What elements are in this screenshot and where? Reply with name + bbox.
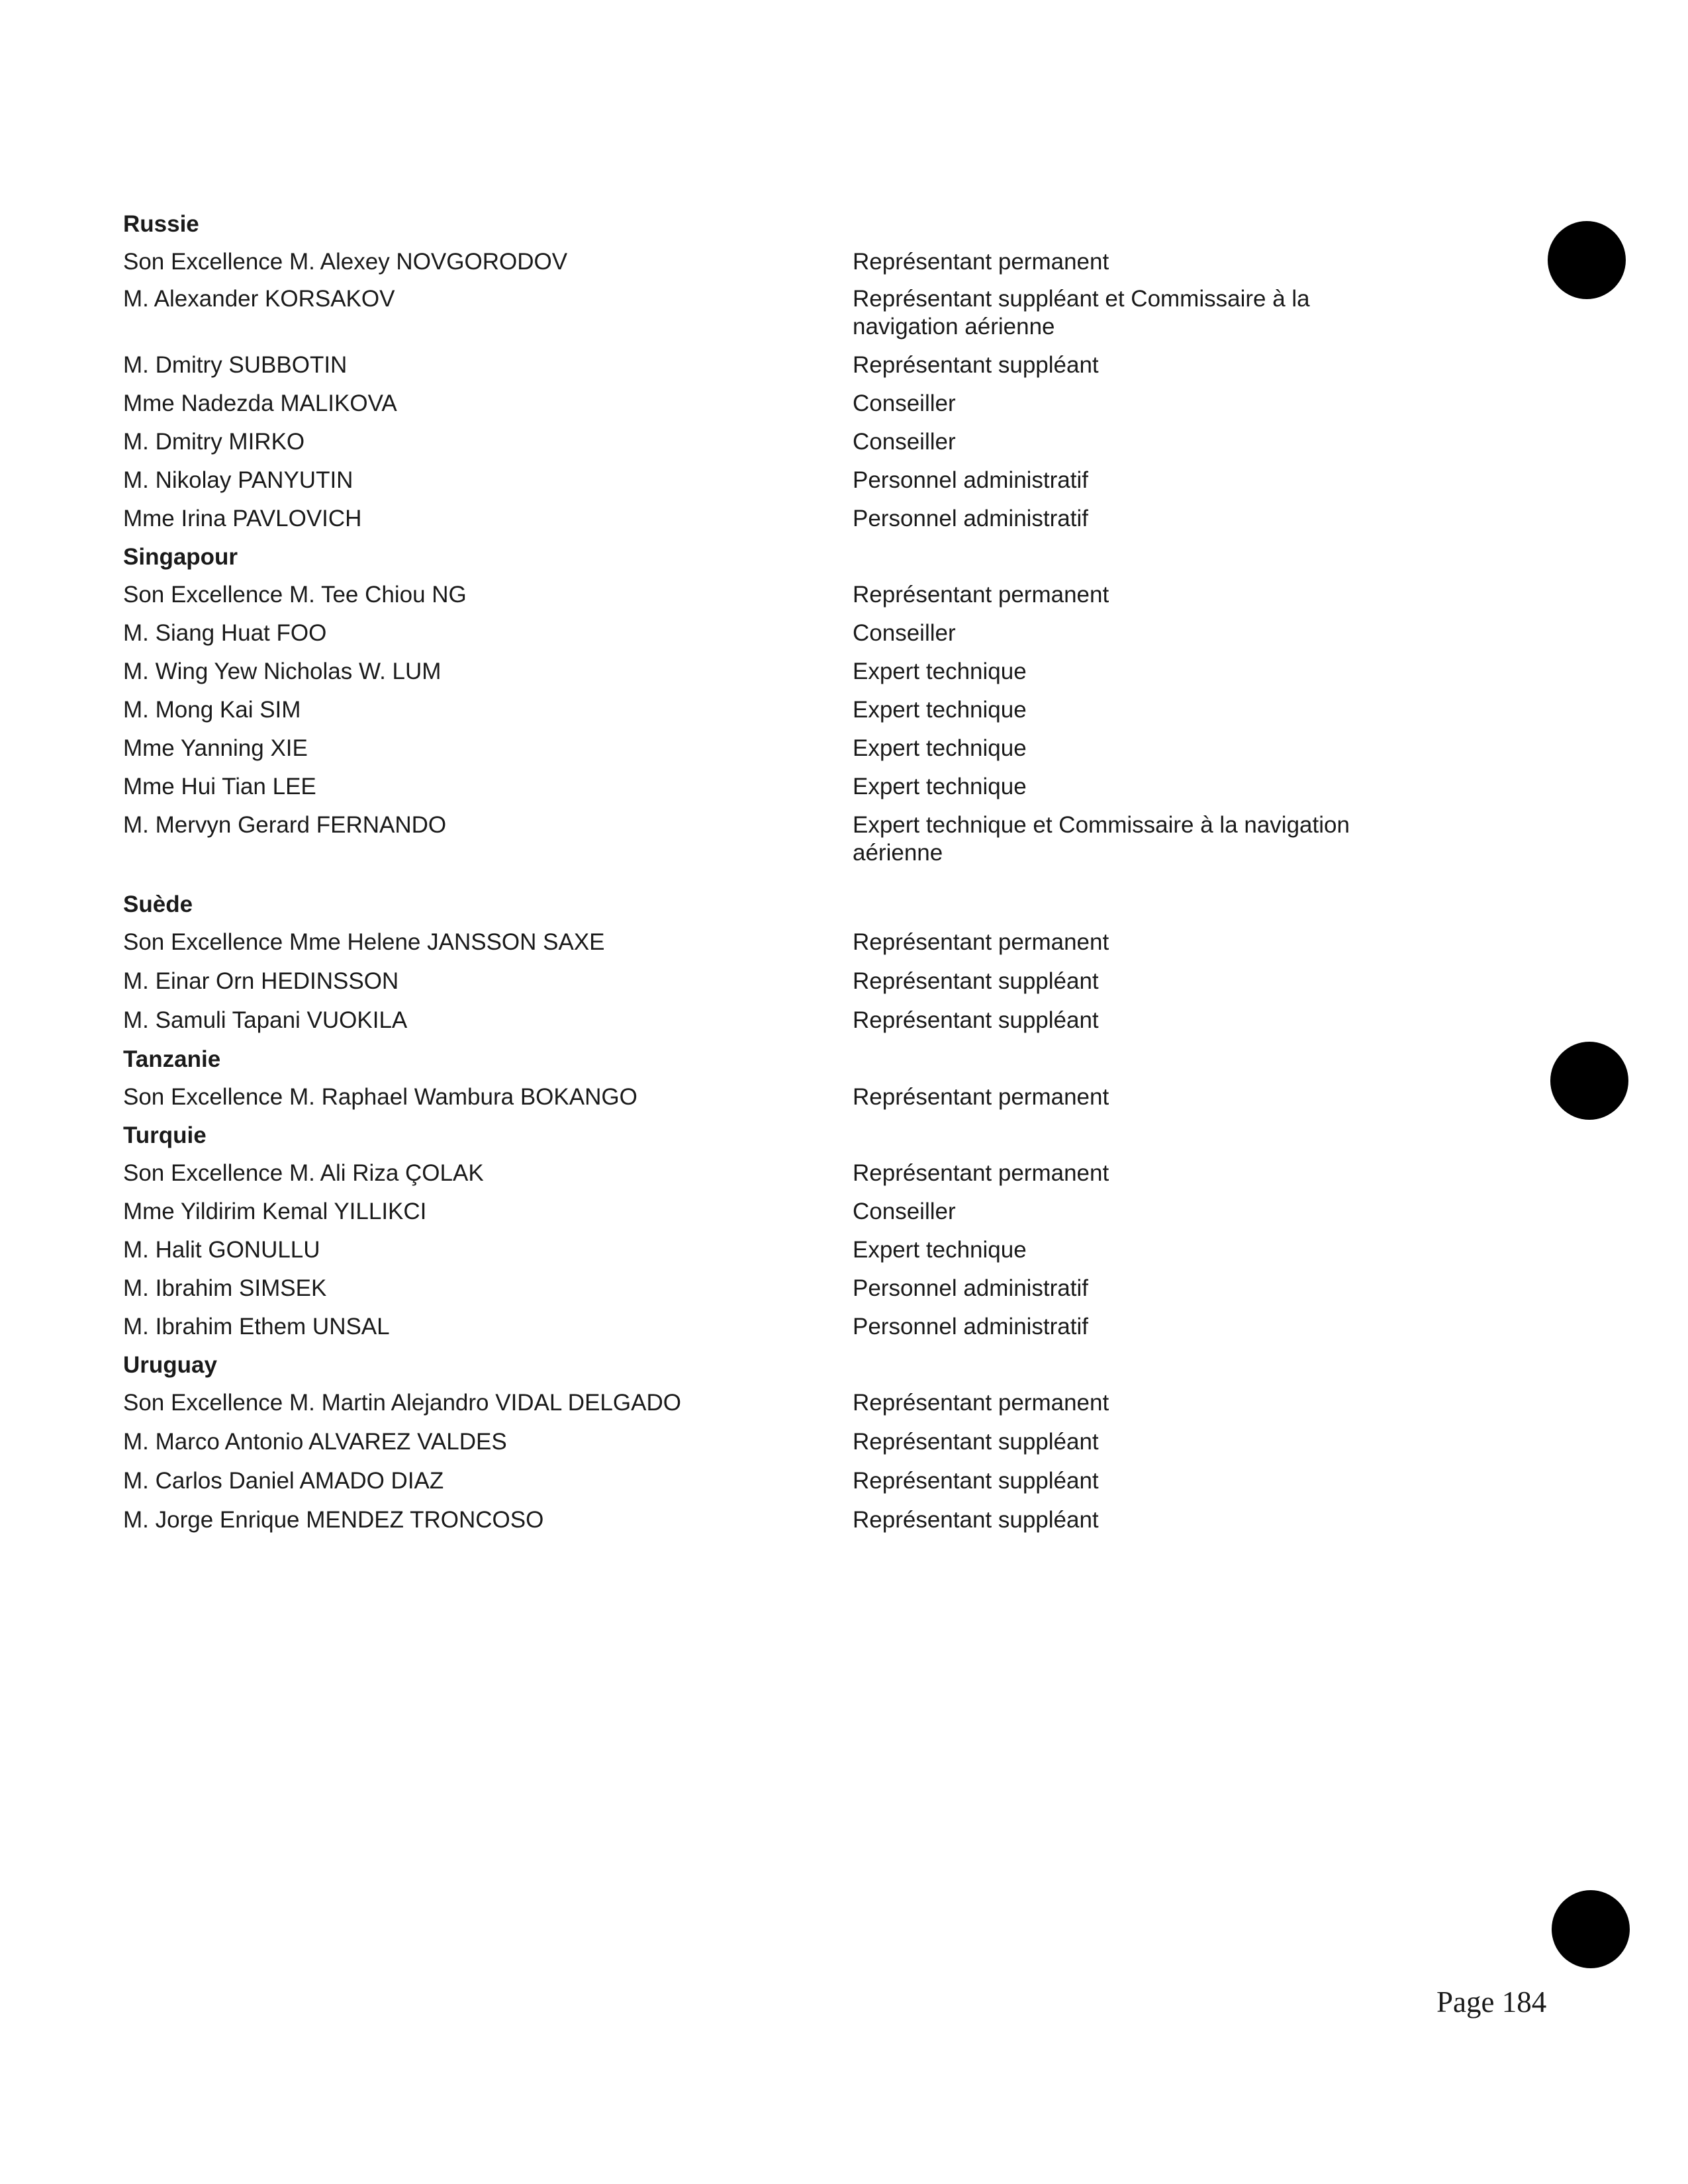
delegate-name: Son Excellence M. Raphael Wambura BOKANGO [123, 1084, 637, 1110]
country-section [123, 1046, 1440, 1111]
page-number: Page 184 [1436, 1985, 1547, 2019]
delegate-row [123, 929, 1440, 956]
delegate-role: Conseiller [853, 390, 956, 416]
country-heading: Russie [123, 211, 199, 237]
delegate-name: Son Excellence M. Tee Chiou NG [123, 582, 467, 608]
delegate-name: M. Halit GONULLU [123, 1237, 320, 1263]
delegate-role: Personnel administratif [853, 467, 1088, 493]
delegate-role: Conseiller [853, 1199, 956, 1224]
delegate-role: Représentant suppléant [853, 1468, 1099, 1494]
delegate-role: Expert technique [853, 735, 1027, 761]
delegate-role: Représentant permanent [853, 929, 1109, 955]
country-section [123, 891, 1440, 1034]
delegate-row [123, 1236, 1440, 1264]
delegate-role: Représentant suppléant [853, 1429, 1099, 1455]
delegate-row [123, 1389, 1440, 1417]
delegate-role: Expert technique [853, 659, 1027, 684]
delegate-row [123, 773, 1440, 801]
delegate-name: M. Alexander KORSAKOV [123, 286, 395, 312]
delegate-row [123, 285, 1440, 341]
delegate-name: M. Dmitry MIRKO [123, 429, 305, 455]
country-section [123, 1122, 1440, 1341]
delegate-role: Expert technique et Commissaire à la navigation aérienne [853, 812, 1350, 866]
delegate-name: M. Einar Orn HEDINSSON [123, 968, 399, 994]
delegate-name: Mme Irina PAVLOVICH [123, 506, 362, 531]
delegate-row [123, 428, 1440, 456]
delegate-name: M. Dmitry SUBBOTIN [123, 352, 348, 378]
delegate-name: M. Siang Huat FOO [123, 620, 327, 646]
delegate-name: Mme Yildirim Kemal YILLIKCI [123, 1199, 427, 1224]
delegate-row [123, 811, 1440, 867]
delegation-list [123, 210, 1440, 1545]
delegate-row [123, 581, 1440, 609]
delegate-role: Représentant permanent [853, 1160, 1109, 1186]
delegate-row [123, 658, 1440, 686]
delegate-row [123, 1313, 1440, 1341]
delegate-row [123, 248, 1440, 276]
delegate-name: M. Ibrahim Ethem UNSAL [123, 1314, 390, 1340]
delegate-name: Mme Nadezda MALIKOVA [123, 390, 397, 416]
delegate-name: Son Excellence M. Alexey NOVGORODOV [123, 249, 568, 275]
delegate-row [123, 467, 1440, 494]
country-section [123, 210, 1440, 533]
delegate-row [123, 619, 1440, 647]
delegate-row [123, 351, 1440, 379]
delegate-name: M. Marco Antonio ALVAREZ VALDES [123, 1429, 507, 1455]
delegate-role: Représentant permanent [853, 1390, 1109, 1416]
delegate-role: Personnel administratif [853, 1275, 1088, 1301]
delegate-row [123, 1198, 1440, 1226]
delegate-name: Son Excellence Mme Helene JANSSON SAXE [123, 929, 605, 955]
punch-hole-bottom [1552, 1890, 1630, 1968]
delegate-name: M. Wing Yew Nicholas W. LUM [123, 659, 442, 684]
punch-hole-middle [1550, 1042, 1628, 1120]
delegate-role: Personnel administratif [853, 1314, 1088, 1340]
punch-hole-top [1548, 221, 1626, 299]
delegate-name: M. Samuli Tapani VUOKILA [123, 1007, 408, 1033]
delegate-row [123, 390, 1440, 418]
delegate-name: Mme Hui Tian LEE [123, 774, 316, 799]
country-section [123, 1351, 1440, 1534]
delegate-role: Personnel administratif [853, 506, 1088, 531]
delegate-name: M. Jorge Enrique MENDEZ TRONCOSO [123, 1507, 544, 1533]
delegate-row [123, 968, 1440, 995]
delegate-row [123, 1007, 1440, 1034]
delegate-name: Son Excellence M. Martin Alejandro VIDAL DELGADO [123, 1390, 681, 1416]
delegate-name: M. Ibrahim SIMSEK [123, 1275, 327, 1301]
delegate-role: Représentant suppléant [853, 1007, 1099, 1033]
delegate-role: Représentant suppléant [853, 1507, 1099, 1533]
country-heading: Uruguay [123, 1352, 217, 1378]
delegate-role: Représentant suppléant [853, 352, 1099, 378]
delegate-name: Mme Yanning XIE [123, 735, 308, 761]
delegate-name: M. Mong Kai SIM [123, 697, 301, 723]
delegate-name: M. Carlos Daniel AMADO DIAZ [123, 1468, 444, 1494]
delegate-row [123, 505, 1440, 533]
country-heading: Turquie [123, 1122, 207, 1148]
country-heading: Tanzanie [123, 1046, 221, 1072]
delegate-role: Représentant permanent [853, 582, 1109, 608]
delegate-role: Représentant suppléant [853, 968, 1099, 994]
delegate-row [123, 1467, 1440, 1495]
delegate-role: Conseiller [853, 429, 956, 455]
country-section [123, 543, 1440, 867]
delegate-role: Conseiller [853, 620, 956, 646]
delegate-name: Son Excellence M. Ali Riza ÇOLAK [123, 1160, 484, 1186]
delegate-role: Représentant permanent [853, 1084, 1109, 1110]
delegate-role: Expert technique [853, 774, 1027, 799]
delegate-role: Expert technique [853, 1237, 1027, 1263]
delegate-row [123, 696, 1440, 724]
delegate-row [123, 1275, 1440, 1302]
delegate-role: Représentant permanent [853, 249, 1109, 275]
delegate-row [123, 1428, 1440, 1456]
delegate-name: M. Mervyn Gerard FERNANDO [123, 812, 447, 838]
delegate-row [123, 735, 1440, 762]
delegate-name: M. Nikolay PANYUTIN [123, 467, 353, 493]
country-heading: Singapour [123, 544, 238, 570]
delegate-role: Représentant suppléant et Commissaire à la navigation aérienne [853, 286, 1310, 340]
delegate-role: Expert technique [853, 697, 1027, 723]
delegate-row [123, 1506, 1440, 1534]
delegate-row [123, 1083, 1440, 1111]
country-heading: Suède [123, 891, 193, 917]
delegate-row [123, 1160, 1440, 1187]
